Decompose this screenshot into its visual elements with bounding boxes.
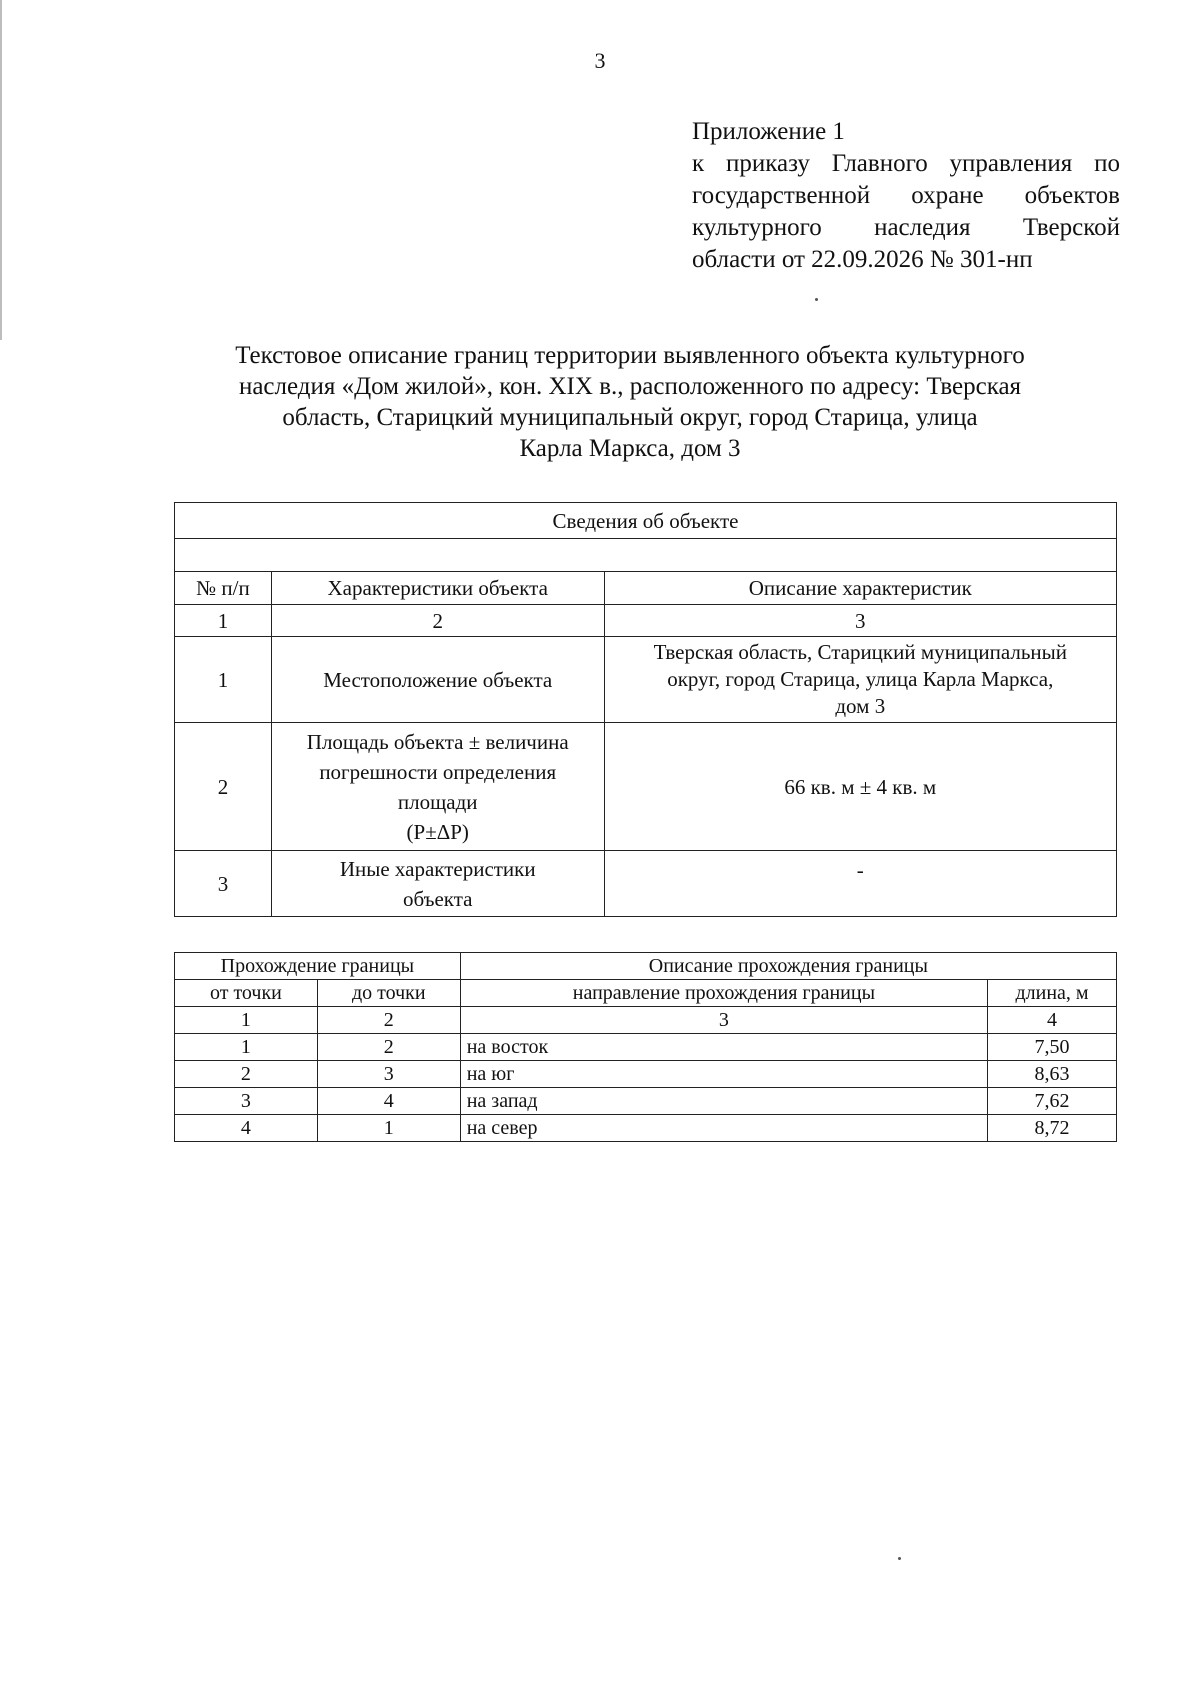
- object-info-table: [174, 502, 1117, 917]
- index-row: [175, 1007, 1117, 1034]
- description-cell: [604, 851, 1116, 917]
- table-cell: 1: [317, 1115, 460, 1142]
- table-row: [175, 1115, 1117, 1142]
- group-header-left: Прохождение границы: [175, 953, 461, 980]
- characteristic-cell: [271, 851, 604, 917]
- row-num: 2: [175, 723, 272, 851]
- cell-line: Тверская область, Старицкий муниципальный: [653, 640, 1067, 664]
- appendix-line: области от 22.09.2026 № 301-нп: [692, 246, 1033, 273]
- appendix-block: [692, 116, 1120, 276]
- header-num: № п/п: [175, 572, 272, 605]
- index-row: [175, 605, 1117, 637]
- empty-row: [175, 539, 1117, 572]
- description-cell: [604, 723, 1116, 851]
- header-characteristic: Характеристики объекта: [271, 572, 604, 605]
- table-cell: 7,62: [988, 1088, 1117, 1115]
- appendix-line: Приложение 1: [692, 118, 845, 145]
- table-cell: 8,63: [988, 1061, 1117, 1088]
- table-row: [175, 723, 1117, 851]
- appendix-line: культурного наследия Тверской: [692, 214, 1120, 241]
- table-cell: на север: [460, 1115, 987, 1142]
- scan-speck: [815, 298, 818, 301]
- characteristic-cell: [271, 637, 604, 723]
- table-cell: 2: [317, 1007, 460, 1034]
- table-header-row: [175, 953, 1117, 980]
- description-cell: [604, 637, 1116, 723]
- boundary-table: [174, 952, 1117, 1142]
- title-line: наследия «Дом жилой», кон. XIX в., расположенного по адресу: Тверская: [238, 373, 1022, 400]
- page-number: 3: [594, 48, 606, 73]
- table-row: [175, 1061, 1117, 1088]
- table-cell: 3: [604, 605, 1116, 637]
- appendix-line: государственной охране объектов: [692, 182, 1120, 209]
- table-cell: 3: [175, 1088, 318, 1115]
- cell-line: -: [856, 858, 864, 882]
- header-direction: направление прохождения границы: [460, 980, 987, 1007]
- table-cell: 4: [988, 1007, 1117, 1034]
- row-num: 1: [175, 637, 272, 723]
- document-title: [170, 340, 1090, 464]
- characteristic-cell: [271, 723, 604, 851]
- object-table-caption: Сведения об объекте: [175, 503, 1117, 539]
- cell-line: Площадь объекта ± величина: [306, 729, 569, 754]
- group-header-right: Описание прохождения границы: [460, 953, 1116, 980]
- header-length: длина, м: [988, 980, 1117, 1007]
- table-row: [175, 637, 1117, 723]
- table-row: [175, 1034, 1117, 1061]
- table-cell: на юг: [460, 1061, 987, 1088]
- title-line: область, Старицкий муниципальный округ, город Старица, улица: [282, 404, 978, 431]
- cell-line: Иные характеристики: [339, 856, 536, 881]
- title-line: Текстовое описание границ территории выявленного объекта культурного: [235, 342, 1025, 369]
- table-row: [175, 851, 1117, 917]
- title-line: Карла Маркса, дом 3: [519, 435, 741, 462]
- table-row: [175, 539, 1117, 572]
- cell-line: (Р±ΔР): [406, 819, 469, 844]
- table-cell: 8,72: [988, 1115, 1117, 1142]
- table-cell: 1: [175, 1007, 318, 1034]
- table-cell: 4: [317, 1088, 460, 1115]
- table-cell: 2: [175, 1061, 318, 1088]
- table-row: [175, 1088, 1117, 1115]
- cell-line: 66 кв. м ± 4 кв. м: [784, 774, 937, 799]
- table-cell: 2: [271, 605, 604, 637]
- cell-line: округ, город Старица, улица Карла Маркса,: [667, 667, 1054, 691]
- table-cell: 3: [460, 1007, 987, 1034]
- table-cell: 3: [317, 1061, 460, 1088]
- table-cell: 2: [317, 1034, 460, 1061]
- row-num: 3: [175, 851, 272, 917]
- header-description: Описание характеристик: [604, 572, 1116, 605]
- table-cell: 4: [175, 1115, 318, 1142]
- table-cell: 1: [175, 605, 272, 637]
- table-cell: 1: [175, 1034, 318, 1061]
- table-header-row: [175, 980, 1117, 1007]
- cell-line: объекта: [402, 886, 473, 911]
- table-header-row: [175, 572, 1117, 605]
- header-from-point: от точки: [175, 980, 318, 1007]
- scan-speck: [898, 1557, 901, 1560]
- table-row: [175, 503, 1117, 539]
- cell-line: Местоположение объекта: [323, 667, 553, 692]
- cell-line: площади: [397, 789, 478, 814]
- header-to-point: до точки: [317, 980, 460, 1007]
- appendix-line: к приказу Главного управления по: [692, 150, 1120, 177]
- table-cell: 7,50: [988, 1034, 1117, 1061]
- table-cell: на восток: [460, 1034, 987, 1061]
- cell-line: погрешности определения: [319, 759, 557, 784]
- cell-line: дом 3: [835, 694, 886, 718]
- table-cell: на запад: [460, 1088, 987, 1115]
